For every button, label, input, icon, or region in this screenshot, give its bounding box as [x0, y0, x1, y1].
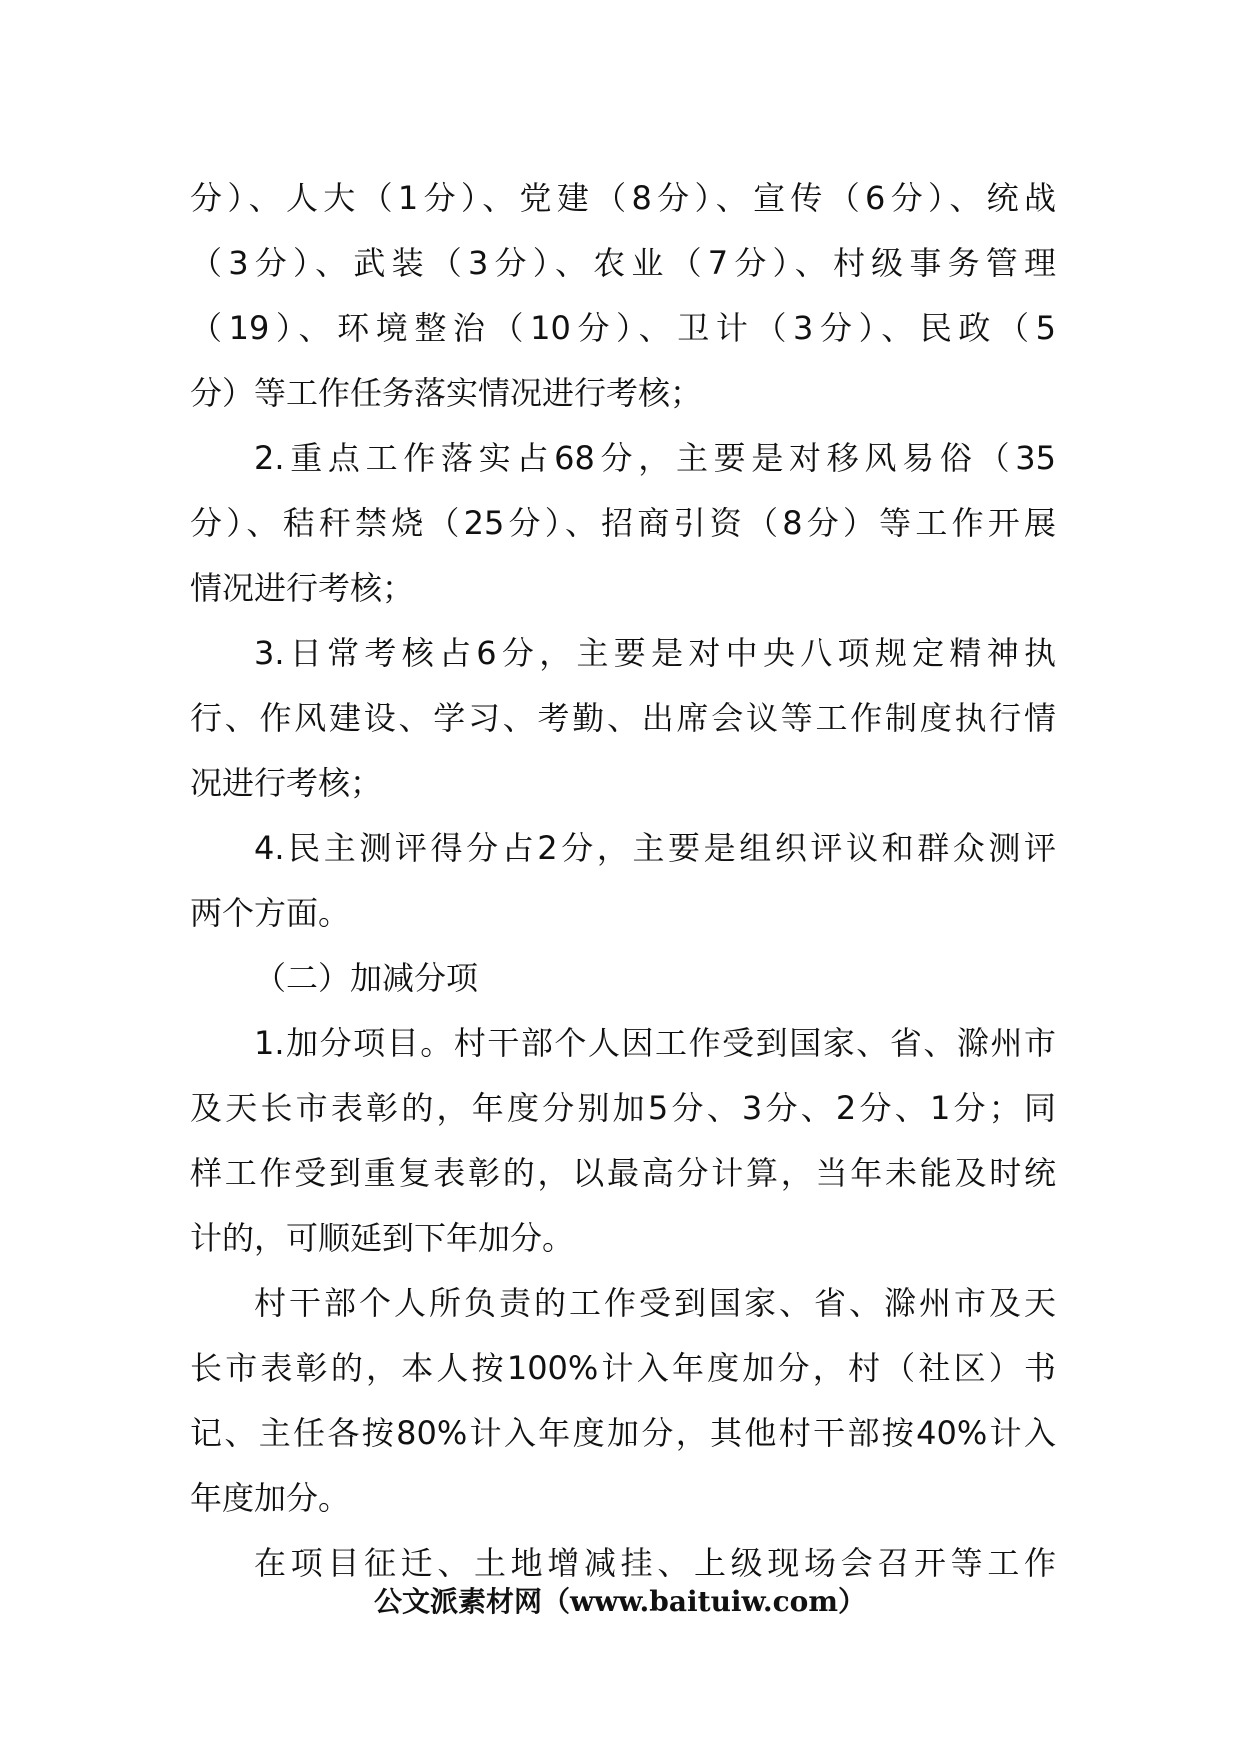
text-line: 长市表彰的，本人按100%计入年度加分，村（社区）书: [190, 1349, 1056, 1387]
text-line: 两个方面。: [190, 894, 351, 932]
text-line: 及天长市表彰的，年度分别加5分、3分、2分、1分；同: [190, 1089, 1056, 1127]
text-line: 分）等工作任务落实情况进行考核；: [190, 374, 703, 412]
text-line: （二）加减分项: [254, 959, 479, 997]
text-line: 2.重点工作落实占68分，主要是对移风易俗（35: [254, 439, 1056, 477]
text-line: 分）、人大（1分）、党建（8分）、宣传（6分）、统战: [190, 179, 1056, 217]
text-line: 记、主任各按80%计入年度加分，其他村干部按40%计入: [190, 1414, 1056, 1452]
text-line: 行、作风建设、学习、考勤、出席会议等工作制度执行情: [190, 699, 1056, 737]
text-line: （3分）、武装（3分）、农业（7分）、村级事务管理: [190, 244, 1056, 282]
text-line: 3.日常考核占6分，主要是对中央八项规定精神执: [254, 634, 1056, 672]
document-body: [190, 166, 1056, 1596]
text-line: 1.加分项目。村干部个人因工作受到国家、省、滁州市: [254, 1024, 1056, 1062]
text-line: 分）、秸秆禁烧（25分）、招商引资（8分）等工作开展: [190, 504, 1056, 542]
text-line: 年度加分。: [190, 1479, 351, 1517]
text-line: 在项目征迁、土地增减挂、上级现场会召开等工作: [254, 1544, 1056, 1582]
text-line: （19）、环境整治（10分）、卫计（3分）、民政（5: [190, 309, 1056, 347]
text-line: 样工作受到重复表彰的，以最高分计算，当年未能及时统: [190, 1154, 1056, 1192]
text-line: 计的，可顺延到下年加分。: [190, 1219, 575, 1257]
text-line: 村干部个人所负责的工作受到国家、省、滁州市及天: [254, 1284, 1056, 1322]
text-line: 情况进行考核；: [190, 569, 415, 607]
text-line: 4.民主测评得分占2分，主要是组织评议和群众测评: [254, 829, 1056, 867]
text-line: 况进行考核；: [190, 764, 383, 802]
footer-watermark: 公文派素材网（www.baituiw.com）: [374, 1585, 866, 1618]
